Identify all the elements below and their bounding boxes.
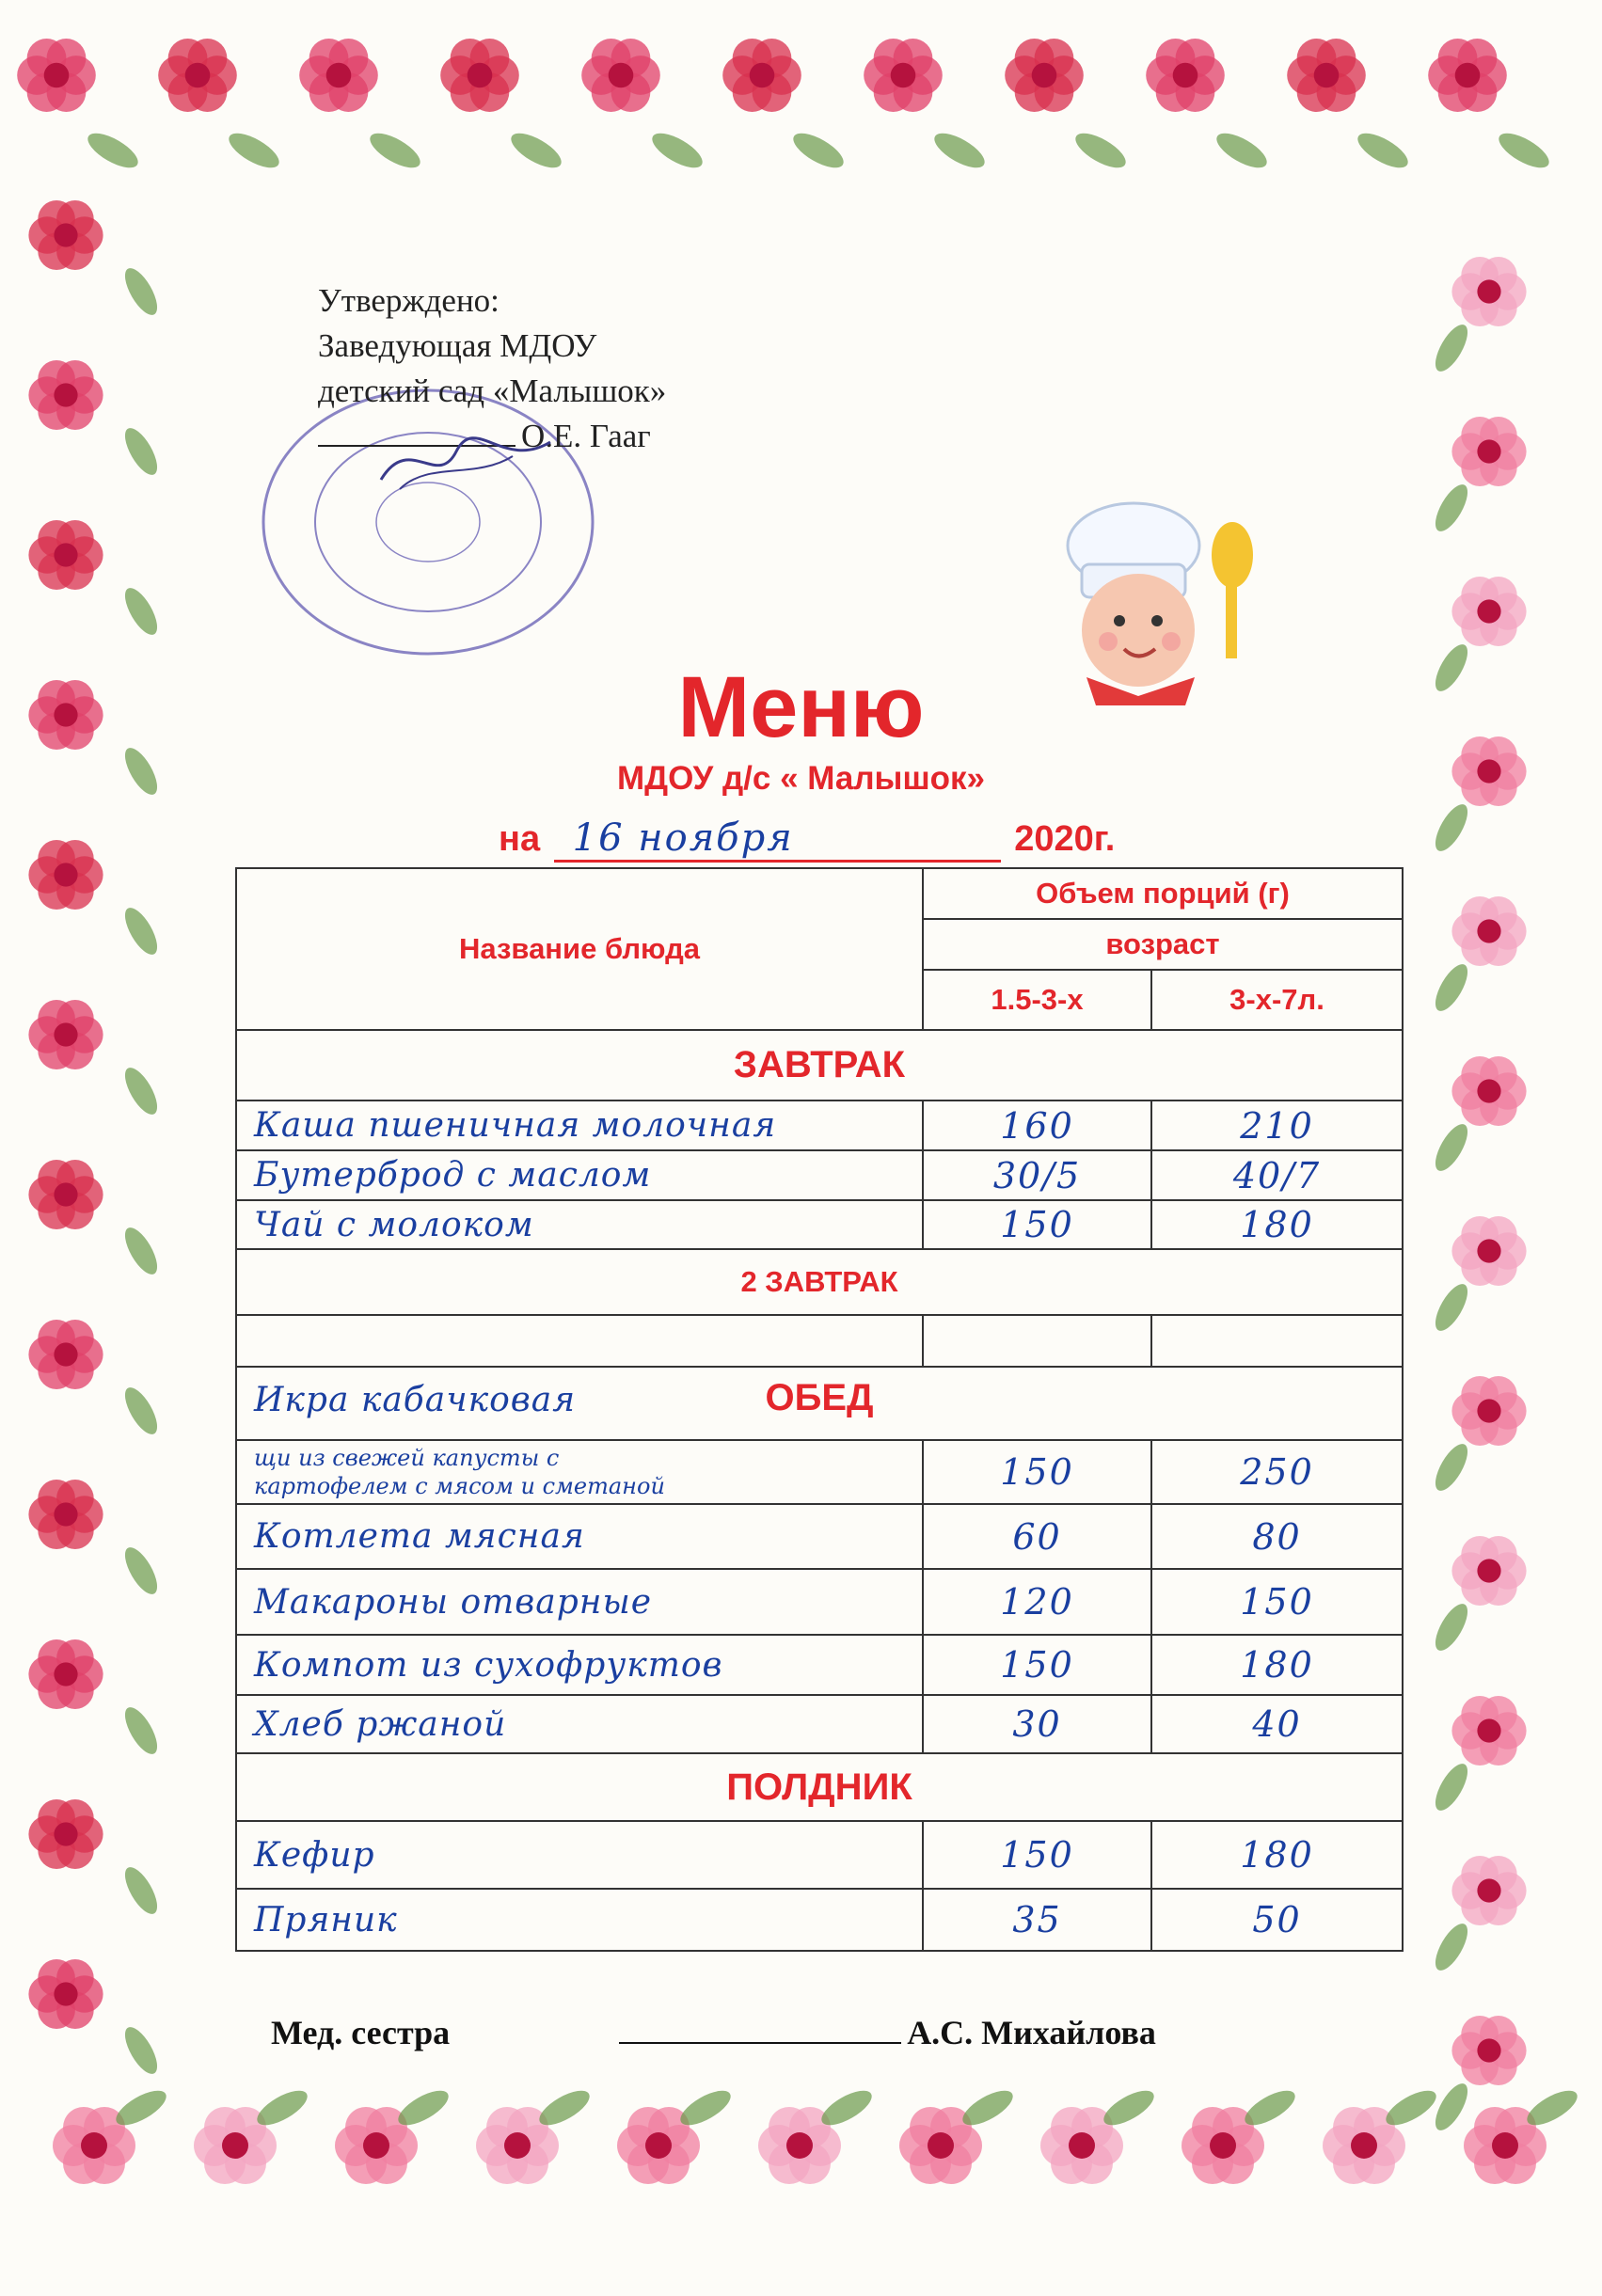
portion-small: 30/5 [923,1150,1151,1200]
empty-cell [1151,1315,1403,1367]
portion-small: 120 [923,1569,1151,1635]
page-subtitle: МДОУ д/с « Малышок» [617,760,985,797]
flower-ornament [28,520,103,590]
leaf-ornament [647,127,707,175]
flower-ornament [28,1639,103,1709]
dish-name: Компот из сухофруктов [236,1635,923,1695]
flower-ornament [28,1320,103,1389]
section-lunch-row [236,1367,1403,1440]
leaf-ornament [1429,2079,1473,2135]
flower-ornament [158,39,237,112]
flower-ornament [1451,1856,1526,1925]
empty-cell [923,1315,1151,1367]
flower-ornament [1451,896,1526,966]
dish-name: Каша пшеничная молочная [236,1100,923,1150]
section-second-breakfast: 2 ЗАВТРАК [236,1249,1403,1315]
approval-signer: О.Е. Гааг [521,418,651,454]
leaf-ornament [119,1702,163,1759]
leaf-ornament [119,2022,163,2079]
leaf-ornament [1429,320,1473,376]
portion-large: 150 [1151,1569,1403,1635]
leaf-ornament [1429,800,1473,856]
portion-large: 250 [1151,1440,1403,1504]
leaf-ornament [788,127,849,175]
portion-small: 30 [923,1695,1151,1753]
leaf-ornament [1429,959,1473,1016]
leaf-ornament [1429,1919,1473,1975]
portion-large: 40 [1151,1695,1403,1753]
leaf-ornament [224,127,284,175]
leaf-ornament [83,127,143,175]
flower-ornament [1451,1696,1526,1766]
leaf-ornament [119,903,163,959]
flower-ornament [1451,1536,1526,1606]
flower-ornament [28,360,103,430]
header-age: возраст [923,919,1403,970]
flower-ornament [1451,1056,1526,1126]
leaf-ornament [119,1063,163,1119]
portion-large: 80 [1151,1504,1403,1569]
flower-ornament [581,39,660,112]
nurse-role: Мед. сестра [271,2014,451,2051]
dish-name-line2: картофелем с мясом и сметаной [254,1473,665,1499]
date-handwritten: 16 ноября [554,816,1001,863]
header-age-1: 1.5-3-х [923,970,1151,1030]
leaf-ornament [119,423,163,480]
footer-signature [271,2013,1156,2052]
dish-name-extra: Икра кабачковая [254,1381,577,1419]
leaf-ornament [1494,127,1554,175]
leaf-ornament [1429,1439,1473,1496]
portion-small: 60 [923,1504,1151,1569]
flower-ornament [864,39,943,112]
table-row [236,1315,1403,1367]
flower-ornament [1451,417,1526,486]
menu-table [235,867,1404,1952]
flower-ornament [1451,577,1526,646]
dish-name: Бутерброд с маслом [236,1150,923,1200]
nurse-signature-line [619,2014,901,2044]
leaf-ornament [119,263,163,320]
flower-ornament [1451,257,1526,326]
header-dish-name: Название блюда [236,868,923,1030]
date-suffix: 2020г. [1014,819,1116,859]
flower-ornament [440,39,519,112]
portion-large: 180 [1151,1200,1403,1249]
dish-name: Хлеб ржаной [236,1695,923,1753]
director-signature [372,423,560,499]
flower-ornament [28,1000,103,1069]
table-row [236,1440,1403,1504]
leaf-ornament [1429,480,1473,536]
header-age-2: 3-х-7л. [1151,970,1403,1030]
leaf-ornament [1429,1759,1473,1815]
header-portion: Объем порций (г) [923,868,1403,919]
portion-large: 180 [1151,1821,1403,1889]
approval-org: детский сад «Малышок» [318,372,667,409]
section-snack: ПОЛДНИК [236,1753,1403,1821]
table-row [236,1635,1403,1695]
portion-large: 40/7 [1151,1150,1403,1200]
flower-ornament [299,39,378,112]
section-lunch: ОБЕД [765,1377,874,1418]
leaf-ornament [929,127,990,175]
table-row [236,1821,1403,1889]
leaf-ornament [119,1223,163,1279]
nurse-name: А.С. Михайлова [907,2014,1156,2051]
flower-ornament [17,39,96,112]
portion-small: 150 [923,1200,1151,1249]
dish-name-line1: щи из свежей капусты с [254,1445,560,1471]
portion-large: 210 [1151,1100,1403,1150]
dish-name: Макароны отварные [236,1569,923,1635]
flower-ornament [1428,39,1507,112]
leaf-ornament [119,1543,163,1599]
table-row [236,1150,1403,1200]
date-prefix: на [499,819,541,859]
portion-small: 35 [923,1889,1151,1951]
flower-ornament [28,1799,103,1869]
section-breakfast: ЗАВТРАК [236,1030,1403,1100]
portion-small: 150 [923,1635,1151,1695]
flower-ornament [1451,2016,1526,2085]
leaf-ornament [1429,1279,1473,1336]
flower-ornament [1005,39,1084,112]
table-row [236,1200,1403,1249]
dish-name: Котлета мясная [236,1504,923,1569]
flower-ornament [28,840,103,910]
approval-position: Заведующая МДОУ [318,327,597,364]
dish-name [236,1440,923,1504]
leaf-ornament [1429,1119,1473,1176]
dish-name: Кефир [236,1821,923,1889]
leaf-ornament [1212,127,1272,175]
flower-ornament [1451,1376,1526,1446]
leaf-ornament [1071,127,1131,175]
flower-ornament [1451,1216,1526,1286]
portion-small: 160 [923,1100,1151,1150]
approval-label: Утверждено: [318,282,500,319]
flower-ornament [28,1160,103,1229]
dish-name: Чай с молоком [236,1200,923,1249]
portion-small: 150 [923,1440,1151,1504]
dish-name: Пряник [236,1889,923,1951]
flower-ornament [28,200,103,270]
leaf-ornament [1429,1599,1473,1655]
flower-ornament [1146,39,1225,112]
leaf-ornament [119,1383,163,1439]
flower-ornament [722,39,801,112]
leaf-ornament [506,127,566,175]
table-row [236,1889,1403,1951]
page-title: Меню [677,659,925,755]
leaf-ornament [119,1862,163,1919]
flower-ornament [28,1959,103,2029]
table-row [236,1695,1403,1753]
table-row [236,1504,1403,1569]
leaf-ornament [1353,127,1413,175]
portion-large: 50 [1151,1889,1403,1951]
date-line [499,816,1115,863]
leaf-ornament [119,583,163,640]
empty-cell [236,1315,923,1367]
leaf-ornament [365,127,425,175]
flower-ornament [28,1480,103,1549]
table-row [236,1100,1403,1150]
table-row [236,1569,1403,1635]
flower-ornament [1287,39,1366,112]
portion-large: 180 [1151,1635,1403,1695]
portion-small: 150 [923,1821,1151,1889]
